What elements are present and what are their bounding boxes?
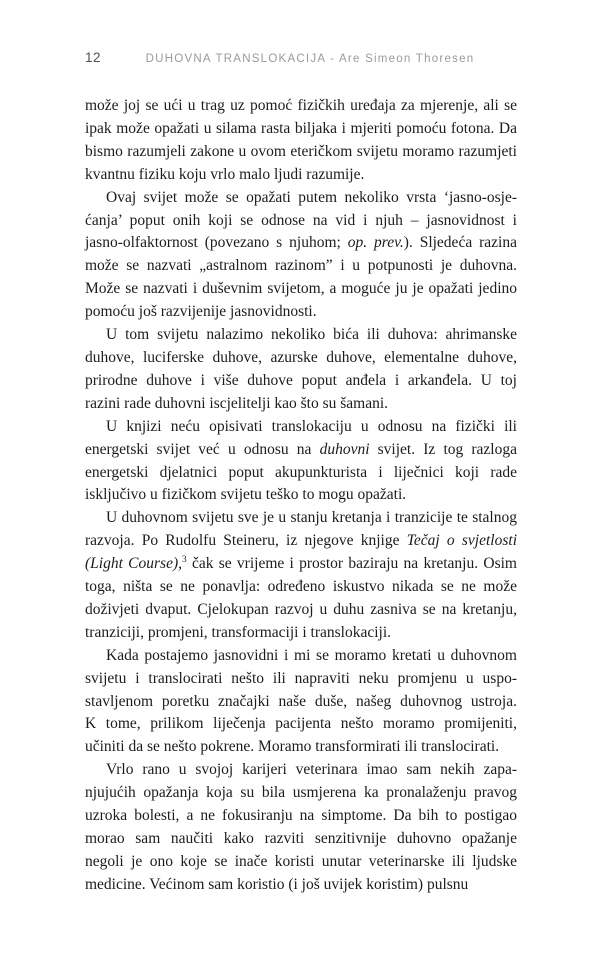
text-run: pomoću još razvijenije jasnovidnosti. <box>85 303 317 321</box>
text-line <box>85 805 517 828</box>
text-run: ). Sljedeća razina <box>403 234 517 252</box>
text-run: medicine. Većinom sam koristio (i još uvijek koristim) pulsnu <box>85 875 469 893</box>
text-run: energetski svijet već u odnosu na <box>85 440 320 458</box>
paragraph <box>85 645 517 760</box>
text-line <box>85 576 517 599</box>
text-line <box>85 553 517 576</box>
text-run: uzroka bolesti, a ne fokusiranju na simptome. Da bih to postigao <box>85 807 517 825</box>
text-line <box>85 301 517 324</box>
text-line <box>85 393 517 416</box>
page-text <box>85 95 517 897</box>
text-line <box>85 599 517 622</box>
text-line <box>85 439 517 462</box>
paragraph <box>85 759 517 896</box>
text-run: morao sam naučiti kako razviti senzitivnije duhovno opažanje <box>85 830 517 847</box>
text-run: kvantnu fiziku koju vrlo malo ljudi razumije. <box>85 165 365 183</box>
paragraph <box>85 324 517 416</box>
text-run: ipak može opažati u silama rasta biljaka i mjeriti pomoću fotona. Da <box>85 119 517 137</box>
text-line <box>85 232 517 255</box>
text-line <box>85 691 517 714</box>
text-run: Tečaj o svjetlosti <box>406 532 518 550</box>
text-run: Može se nazvati i duševnim svijetom, a moguće ju je opažati jedino <box>85 280 517 298</box>
text-run: op. prev. <box>347 234 404 252</box>
text-run: Kada postajemo jasnovidni i mi se moramo kretati u duhovnom <box>106 646 517 664</box>
text-run: Ovaj svijet može se opažati putem nekoliko vrsta ‘jasno-osje- <box>106 188 517 206</box>
text-line <box>85 324 517 347</box>
text-run: U tom svijetu nalazimo nekoliko bića ili duhova: ahrimanske <box>106 326 517 344</box>
text-run: ćanja’ poput onih koji se odnose na vid i njuh – jasnovidnost i <box>85 211 517 229</box>
text-line <box>85 118 517 141</box>
text-run: prirodne duhove i više duhove poput anđela i arkanđela. U toj <box>85 371 517 389</box>
text-line <box>85 668 517 691</box>
text-run: bismo razumjeli zakone u ovom eteričkom svijetu moramo razumjeti <box>85 142 517 160</box>
text-run: toga, ništa se ne ponavlja: određeno iskustvo nikada se ne može <box>85 578 517 596</box>
text-run: jasno-olfaktornost (povezano s njuhom; <box>85 234 348 252</box>
text-line <box>85 759 517 782</box>
text-run: isključivo u fizičkom svijetu teško to mogu opažati. <box>85 486 407 504</box>
text-run: duhove, luciferske duhove, azurske duhove, elementalne duhove, <box>85 348 517 366</box>
text-line <box>85 851 517 874</box>
text-run: njujućih opažanja koja su bila usmjerena ka pronalaženju pravog <box>85 784 517 802</box>
text-run: negoli je ono koje se inače koristi unutar veterinarske ili ljudske <box>85 852 517 870</box>
footnote-reference: 3 <box>182 554 187 565</box>
text-run: može joj se ući u trag uz pomoć fizičkih uređaja za mjerenje, ali se <box>85 97 517 114</box>
text-run: učiniti da se nešto pokrene. Moramo transformirati ili translocirati. <box>85 738 500 756</box>
text-run: doživjeti dvaput. Cjelokupan razvoj u duhu zasniva se na kretanju, <box>85 600 517 618</box>
text-line <box>85 713 517 736</box>
text-line <box>85 462 517 485</box>
text-line <box>85 530 517 553</box>
text-run: duhovni <box>319 440 370 458</box>
text-line <box>85 874 517 897</box>
text-run: U duhovnom svijetu sve je u stanju kretanja i tranzicije te stalnog <box>106 509 517 527</box>
text-run: svijetu i translocirati nešto ili napraviti neku promjenu u uspo- <box>85 669 517 687</box>
text-run: Vrlo rano u svojoj karijeri veterinara imao sam nekih zapa- <box>106 761 517 779</box>
text-line <box>85 736 517 759</box>
text-line <box>85 95 517 118</box>
text-line <box>85 347 517 370</box>
text-run: energetski djelatnici poput akupunkturista i liječnici koji rade <box>85 463 517 481</box>
text-run: može se nazvati „astralnom razinom” i u potpunosti je duhovna. <box>85 257 517 275</box>
text-run: stavljenom poretku značajki naše duše, našeg duhovnog ustroja. <box>85 692 517 710</box>
text-run: U knjizi neću opisivati translokaciju u odnosu na fizički ili <box>106 417 517 435</box>
text-run: tranziciji, promjeni, transformaciji i translokaciji. <box>85 623 392 641</box>
text-line <box>85 416 517 439</box>
text-line <box>85 370 517 393</box>
paragraph <box>85 416 517 508</box>
text-line <box>85 828 517 851</box>
text-line <box>85 187 517 210</box>
text-line <box>85 164 517 187</box>
paragraph <box>85 507 517 644</box>
text-line <box>85 622 517 645</box>
text-run: (Light Course), <box>85 555 182 573</box>
paragraph <box>85 187 517 324</box>
page-number: 12 <box>85 50 102 65</box>
text-run: čak se vrijeme i prostor baziraju na kretanju. Osim <box>186 555 517 573</box>
text-line <box>85 278 517 301</box>
text-line <box>85 782 517 805</box>
text-run: razvoja. Po Rudolfu Steineru, iz njegove knjige <box>85 532 407 550</box>
text-run: svijet. Iz tog razloga <box>369 440 517 458</box>
text-run: razini rade duhovni iscjelitelji kao što su šamani. <box>85 394 389 412</box>
text-line <box>85 210 517 233</box>
paragraph <box>85 95 517 187</box>
running-header-title: DUHOVNA TRANSLOKACIJA - Are Simeon Thoresen <box>145 53 475 65</box>
text-line <box>85 141 517 164</box>
text-line <box>85 645 517 668</box>
text-line <box>85 484 517 507</box>
text-line <box>85 255 517 278</box>
text-line <box>85 507 517 530</box>
text-run: K tome, prilikom liječenja pacijenta nešto moramo promijeniti, <box>85 715 517 733</box>
